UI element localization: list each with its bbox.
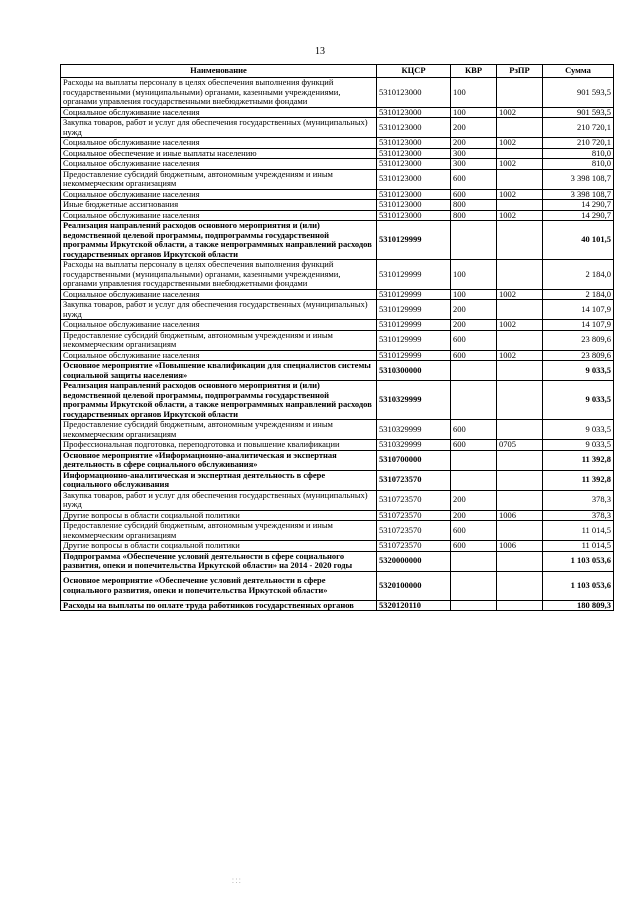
cell-name: Иные бюджетные ассигнования — [61, 200, 377, 211]
cell-kcsr: 5310129999 — [377, 330, 451, 350]
cell-kvr: 200 — [451, 138, 497, 149]
cell-name: Социальное обслуживание населения — [61, 159, 377, 170]
table-row — [61, 450, 614, 470]
table-row — [61, 107, 614, 118]
cell-name: Социальное обслуживание населения — [61, 210, 377, 221]
table-row — [61, 118, 614, 138]
cell-sum: 901 593,5 — [543, 107, 614, 118]
cell-name: Социальное обслуживание населения — [61, 107, 377, 118]
cell-rzpr — [497, 78, 543, 108]
cell-sum: 2 184,0 — [543, 260, 614, 290]
cell-sum: 11 392,8 — [543, 450, 614, 470]
table-row — [61, 510, 614, 521]
cell-kvr — [451, 600, 497, 611]
cell-name: Предоставление субсидий бюджетным, автономным учреждениям и иным некоммерческим организациям — [61, 521, 377, 541]
cell-sum: 180 809,3 — [543, 600, 614, 611]
cell-kvr: 100 — [451, 289, 497, 300]
cell-kvr: 800 — [451, 210, 497, 221]
column-header-sum: Сумма — [543, 65, 614, 78]
cell-kcsr: 5310129999 — [377, 221, 451, 260]
cell-rzpr — [497, 450, 543, 470]
cell-kvr: 600 — [451, 521, 497, 541]
cell-rzpr: 1002 — [497, 138, 543, 149]
cell-name: Основное мероприятие «Повышение квалификации для специалистов системы социальной защиты населения» — [61, 361, 377, 381]
cell-rzpr — [497, 200, 543, 211]
cell-name: Социальное обеспечение и иные выплаты населению — [61, 148, 377, 159]
cell-sum: 23 809,6 — [543, 350, 614, 361]
cell-sum: 9 033,5 — [543, 381, 614, 420]
cell-kvr: 300 — [451, 148, 497, 159]
table-row — [61, 78, 614, 108]
table-row — [61, 159, 614, 170]
cell-name: Социальное обслуживание населения — [61, 350, 377, 361]
cell-kcsr: 5310123000 — [377, 159, 451, 170]
table-row — [61, 200, 614, 211]
cell-kvr — [451, 361, 497, 381]
cell-name: Реализация направлений расходов основного мероприятия и (или) ведомственной целевой программы, подпрограммы государственной программы Иркутской области, а также непрограммных направлений расходов государственных органов Иркутской области — [61, 381, 377, 420]
column-header-rzpr: РзПР — [497, 65, 543, 78]
cell-sum: 3 398 108,7 — [543, 169, 614, 189]
cell-sum: 1 103 053,6 — [543, 551, 614, 571]
cell-kcsr: 5310723570 — [377, 510, 451, 521]
cell-kcsr: 5310123000 — [377, 107, 451, 118]
cell-name: Предоставление субсидий бюджетным, автономным учреждениям и иным некоммерческим организациям — [61, 330, 377, 350]
cell-rzpr — [497, 300, 543, 320]
cell-name: Другие вопросы в области социальной политики — [61, 510, 377, 521]
table-row — [61, 571, 614, 600]
cell-kvr: 200 — [451, 490, 497, 510]
cell-kvr: 300 — [451, 159, 497, 170]
cell-sum: 14 107,9 — [543, 320, 614, 331]
column-header-kcsr: КЦСР — [377, 65, 451, 78]
cell-kvr: 600 — [451, 189, 497, 200]
table-row — [61, 169, 614, 189]
cell-kcsr: 5310723570 — [377, 490, 451, 510]
cell-sum: 23 809,6 — [543, 330, 614, 350]
cell-name: Закупка товаров, работ и услуг для обеспечения государственных (муниципальных) нужд — [61, 300, 377, 320]
cell-rzpr — [497, 551, 543, 571]
cell-kcsr: 5310123000 — [377, 118, 451, 138]
cell-rzpr — [497, 148, 543, 159]
cell-rzpr — [497, 221, 543, 260]
cell-sum: 210 720,1 — [543, 118, 614, 138]
cell-kvr: 200 — [451, 320, 497, 331]
cell-name: Основное мероприятие «Информационно-аналитическая и экспертная деятельность в сфере социального обслуживания» — [61, 450, 377, 470]
cell-rzpr: 1002 — [497, 189, 543, 200]
cell-rzpr — [497, 521, 543, 541]
cell-kvr: 600 — [451, 440, 497, 451]
cell-kcsr: 5320120110 — [377, 600, 451, 611]
cell-sum: 810,0 — [543, 148, 614, 159]
cell-kvr: 600 — [451, 330, 497, 350]
table-row — [61, 210, 614, 221]
cell-sum: 9 033,5 — [543, 420, 614, 440]
cell-kvr — [451, 381, 497, 420]
cell-sum: 378,3 — [543, 510, 614, 521]
cell-sum: 810,0 — [543, 159, 614, 170]
cell-kvr: 100 — [451, 260, 497, 290]
cell-kvr — [451, 571, 497, 600]
cell-rzpr — [497, 600, 543, 611]
cell-rzpr — [497, 361, 543, 381]
page-number: 13 — [315, 46, 325, 57]
cell-sum: 9 033,5 — [543, 440, 614, 451]
cell-kvr — [451, 551, 497, 571]
cell-sum: 9 033,5 — [543, 361, 614, 381]
table-header-row — [61, 65, 614, 78]
cell-name: Подпрограмма «Обеспечение условий деятельности в сфере социального развития, опеки и попечительства Иркутской области» на 2014 - 2020 годы — [61, 551, 377, 571]
cell-rzpr: 1002 — [497, 210, 543, 221]
cell-kvr: 200 — [451, 118, 497, 138]
scan-artifact: ⁚ ⁚ ⁚ — [232, 879, 241, 885]
cell-kvr: 800 — [451, 200, 497, 211]
cell-kcsr: 5310129999 — [377, 350, 451, 361]
table-row — [61, 189, 614, 200]
cell-name: Реализация направлений расходов основного мероприятия и (или) ведомственной целевой программы, подпрограммы государственной программы Иркутской области, а также непрограммных направлений расходов государственных органов Иркутской области — [61, 221, 377, 260]
table-body — [61, 78, 614, 611]
cell-kcsr: 5310123000 — [377, 189, 451, 200]
cell-kcsr: 5310123000 — [377, 148, 451, 159]
cell-name: Закупка товаров, работ и услуг для обеспечения государственных (муниципальных) нужд — [61, 490, 377, 510]
cell-kvr: 100 — [451, 107, 497, 118]
cell-sum: 2 184,0 — [543, 289, 614, 300]
cell-name: Социальное обслуживание населения — [61, 320, 377, 331]
cell-kvr — [451, 450, 497, 470]
cell-kcsr: 5310723570 — [377, 541, 451, 552]
cell-rzpr: 1002 — [497, 289, 543, 300]
cell-kvr: 600 — [451, 350, 497, 361]
cell-rzpr — [497, 571, 543, 600]
cell-rzpr: 1002 — [497, 159, 543, 170]
cell-kcsr: 5310123000 — [377, 78, 451, 108]
column-header-name: Наименование — [61, 65, 377, 78]
cell-kcsr: 5310300000 — [377, 361, 451, 381]
cell-name: Профессиональная подготовка, переподготовка и повышение квалификации — [61, 440, 377, 451]
cell-rzpr: 1006 — [497, 510, 543, 521]
cell-kvr: 600 — [451, 169, 497, 189]
column-header-kvr: КВР — [451, 65, 497, 78]
cell-name: Предоставление субсидий бюджетным, автономным учреждениям и иным некоммерческим организациям — [61, 169, 377, 189]
cell-kcsr: 5310123000 — [377, 138, 451, 149]
cell-name: Информационно-аналитическая и экспертная деятельность в сфере социального обслуживания — [61, 470, 377, 490]
cell-kcsr: 5310123000 — [377, 200, 451, 211]
cell-name: Расходы на выплаты по оплате труда работников государственных органов — [61, 600, 377, 611]
cell-kvr: 200 — [451, 300, 497, 320]
table-row — [61, 440, 614, 451]
cell-name: Основное мероприятие «Обеспечение условий деятельности в сфере социального развития, опеки и попечительства Иркутской области» — [61, 571, 377, 600]
cell-rzpr — [497, 169, 543, 189]
cell-name: Закупка товаров, работ и услуг для обеспечения государственных (муниципальных) нужд — [61, 118, 377, 138]
cell-rzpr: 1002 — [497, 107, 543, 118]
table-row — [61, 470, 614, 490]
cell-sum: 14 107,9 — [543, 300, 614, 320]
cell-sum: 11 014,5 — [543, 541, 614, 552]
table-row — [61, 350, 614, 361]
table-row — [61, 221, 614, 260]
cell-kcsr: 5310129999 — [377, 289, 451, 300]
cell-kcsr: 5310700000 — [377, 450, 451, 470]
table-row — [61, 138, 614, 149]
table-row — [61, 521, 614, 541]
cell-sum: 3 398 108,7 — [543, 189, 614, 200]
cell-sum: 40 101,5 — [543, 221, 614, 260]
cell-kcsr: 5310329999 — [377, 381, 451, 420]
cell-kvr — [451, 221, 497, 260]
cell-kcsr: 5310329999 — [377, 440, 451, 451]
cell-rzpr — [497, 260, 543, 290]
cell-sum: 378,3 — [543, 490, 614, 510]
cell-name: Другие вопросы в области социальной политики — [61, 541, 377, 552]
cell-rzpr — [497, 381, 543, 420]
cell-kvr: 600 — [451, 420, 497, 440]
cell-kcsr: 5310129999 — [377, 260, 451, 290]
table-row — [61, 300, 614, 320]
cell-sum: 11 014,5 — [543, 521, 614, 541]
cell-rzpr: 1002 — [497, 320, 543, 331]
cell-sum: 901 593,5 — [543, 78, 614, 108]
cell-kcsr: 5310129999 — [377, 320, 451, 331]
cell-kcsr: 5310723570 — [377, 470, 451, 490]
cell-kcsr: 5310123000 — [377, 210, 451, 221]
cell-name: Расходы на выплаты персоналу в целях обеспечения выполнения функций государственными (муниципальными) органами, казенными учреждениями, органами управления государственными внебюджетными фондами — [61, 260, 377, 290]
cell-kcsr: 5320100000 — [377, 571, 451, 600]
table-row — [61, 551, 614, 571]
cell-kvr: 100 — [451, 78, 497, 108]
table-row — [61, 260, 614, 290]
table-row — [61, 541, 614, 552]
cell-sum: 14 290,7 — [543, 210, 614, 221]
cell-rzpr — [497, 118, 543, 138]
cell-kcsr: 5320000000 — [377, 551, 451, 571]
cell-rzpr — [497, 330, 543, 350]
cell-kcsr: 5310123000 — [377, 169, 451, 189]
table-row — [61, 420, 614, 440]
cell-kcsr: 5310723570 — [377, 521, 451, 541]
table-row — [61, 490, 614, 510]
budget-table — [60, 64, 614, 611]
table-row — [61, 361, 614, 381]
cell-name: Социальное обслуживание населения — [61, 289, 377, 300]
cell-rzpr — [497, 420, 543, 440]
cell-name: Социальное обслуживание населения — [61, 189, 377, 200]
cell-kvr: 600 — [451, 541, 497, 552]
cell-rzpr — [497, 470, 543, 490]
cell-rzpr — [497, 490, 543, 510]
cell-name: Социальное обслуживание населения — [61, 138, 377, 149]
cell-kvr: 200 — [451, 510, 497, 521]
cell-rzpr: 1006 — [497, 541, 543, 552]
table-row — [61, 381, 614, 420]
cell-rzpr: 1002 — [497, 350, 543, 361]
cell-kcsr: 5310129999 — [377, 300, 451, 320]
cell-sum: 11 392,8 — [543, 470, 614, 490]
table-row — [61, 148, 614, 159]
cell-sum: 210 720,1 — [543, 138, 614, 149]
table-row — [61, 289, 614, 300]
table-row — [61, 320, 614, 331]
table-row — [61, 330, 614, 350]
cell-rzpr: 0705 — [497, 440, 543, 451]
cell-sum: 1 103 053,6 — [543, 571, 614, 600]
table-row — [61, 600, 614, 611]
cell-name: Предоставление субсидий бюджетным, автономным учреждениям и иным некоммерческим организациям — [61, 420, 377, 440]
cell-kcsr: 5310329999 — [377, 420, 451, 440]
cell-kvr — [451, 470, 497, 490]
cell-sum: 14 290,7 — [543, 200, 614, 211]
cell-name: Расходы на выплаты персоналу в целях обеспечения выполнения функций государственными (муниципальными) органами, казенными учреждениями, органами управления государственными внебюджетными фондами — [61, 78, 377, 108]
